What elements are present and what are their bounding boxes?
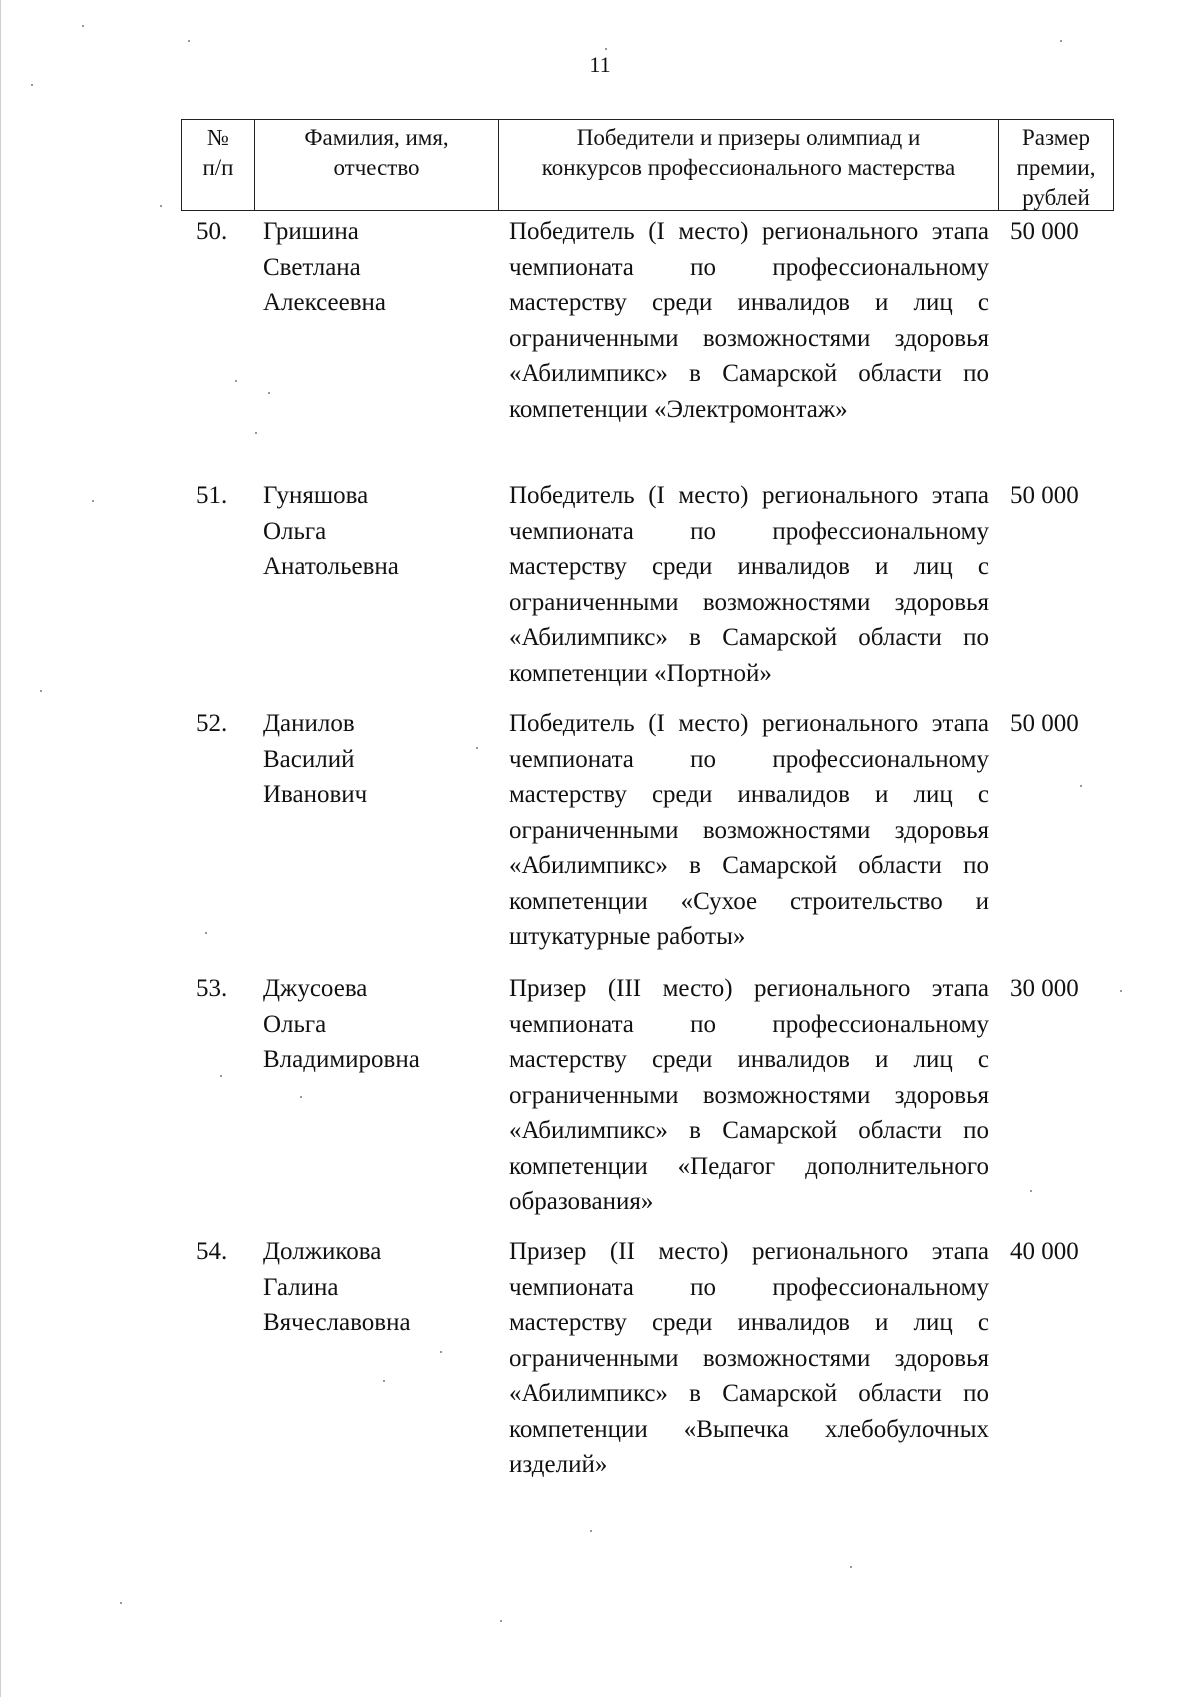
header-full-name: Фамилия, имя, отчество: [255, 120, 499, 210]
row-full-name: Должикова Галина Вячеславовна: [263, 1238, 411, 1336]
scan-speck: [235, 380, 237, 382]
scan-speck: [255, 432, 257, 434]
header-achievement: Победители и призеры олимпиад и конкурсов профессионального мастерства: [499, 120, 999, 210]
row-number: 53.: [196, 975, 228, 1002]
scan-speck: [120, 1602, 122, 1604]
row-achievement: Победитель (I место) регионального этапа чемпионата по профессиональному мастерству среди инвалидов и лиц с ограниченными возможностями здоровья «Абилимпикс» в Самарской области по компетенции «Электромонтаж»: [509, 218, 989, 423]
scan-speck: [1030, 1190, 1032, 1192]
row-prize: 50 000: [1010, 218, 1079, 245]
row-number: 51.: [196, 482, 228, 509]
scan-speck: [300, 1096, 302, 1098]
row-number: 52.: [196, 710, 228, 737]
page-edge: [0, 0, 1, 1697]
scan-speck: [850, 1566, 852, 1568]
row-number: 50.: [196, 218, 228, 245]
row-full-name: Данилов Василий Иванович: [263, 710, 368, 808]
row-prize: 50 000: [1010, 710, 1079, 737]
row-achievement: Призер (II место) регионального этапа чемпионата по профессиональному мастерству среди инвалидов и лиц с ограниченными возможностями здоровья «Абилимпикс» в Самарской области по компетенции «Выпечка хлебобулочных изделий»: [509, 1238, 989, 1478]
scan-speck: [605, 48, 607, 50]
row-number: 54.: [196, 1238, 228, 1265]
row-full-name: Гришина Светлана Алексеевна: [263, 218, 387, 316]
scan-speck: [92, 500, 94, 502]
scan-speck: [440, 1351, 442, 1353]
header-number: № п/п: [182, 120, 255, 210]
row-full-name: Гуняшова Ольга Анатольевна: [263, 482, 399, 580]
header-prize-amount: Размер премии, рублей: [1016, 125, 1096, 210]
scan-speck: [1120, 990, 1122, 992]
scan-speck: [1060, 40, 1062, 42]
scan-speck: [220, 1075, 222, 1077]
scan-speck: [31, 84, 33, 86]
row-achievement: Победитель (I место) регионального этапа чемпионата по профессиональному мастерству среди инвалидов и лиц с ограниченными возможностями здоровья «Абилимпикс» в Самарской области по компетенции «Портной»: [509, 482, 989, 687]
page-number: 11: [589, 52, 611, 77]
row-achievement: Победитель (I место) регионального этапа чемпионата по профессиональному мастерству среди инвалидов и лиц с ограниченными возможностями здоровья «Абилимпикс» в Самарской области по компетенции «Сухое строительство и штукатурные работы»: [509, 710, 989, 950]
table-header: [181, 119, 1114, 211]
scan-speck: [40, 690, 42, 692]
row-full-name: Джусоева Ольга Владимировна: [263, 975, 420, 1073]
scan-speck: [82, 25, 84, 27]
row-prize: 40 000: [1010, 1238, 1079, 1265]
row-prize: 30 000: [1010, 975, 1079, 1002]
scan-speck: [383, 1380, 385, 1382]
row-prize: 50 000: [1010, 482, 1079, 509]
scan-speck: [500, 1620, 502, 1622]
scan-speck: [205, 932, 207, 934]
scan-speck: [160, 205, 162, 207]
scan-speck: [476, 747, 478, 749]
scan-speck: [1080, 785, 1082, 787]
scan-speck: [590, 1530, 592, 1532]
row-achievement: Призер (III место) регионального этапа чемпионата по профессиональному мастерству среди инвалидов и лиц с ограниченными возможностями здоровья «Абилимпикс» в Самарской области по компетенции «Педагог дополнительного образования»: [509, 975, 989, 1215]
scan-speck: [268, 392, 270, 394]
scan-speck: [188, 40, 190, 42]
